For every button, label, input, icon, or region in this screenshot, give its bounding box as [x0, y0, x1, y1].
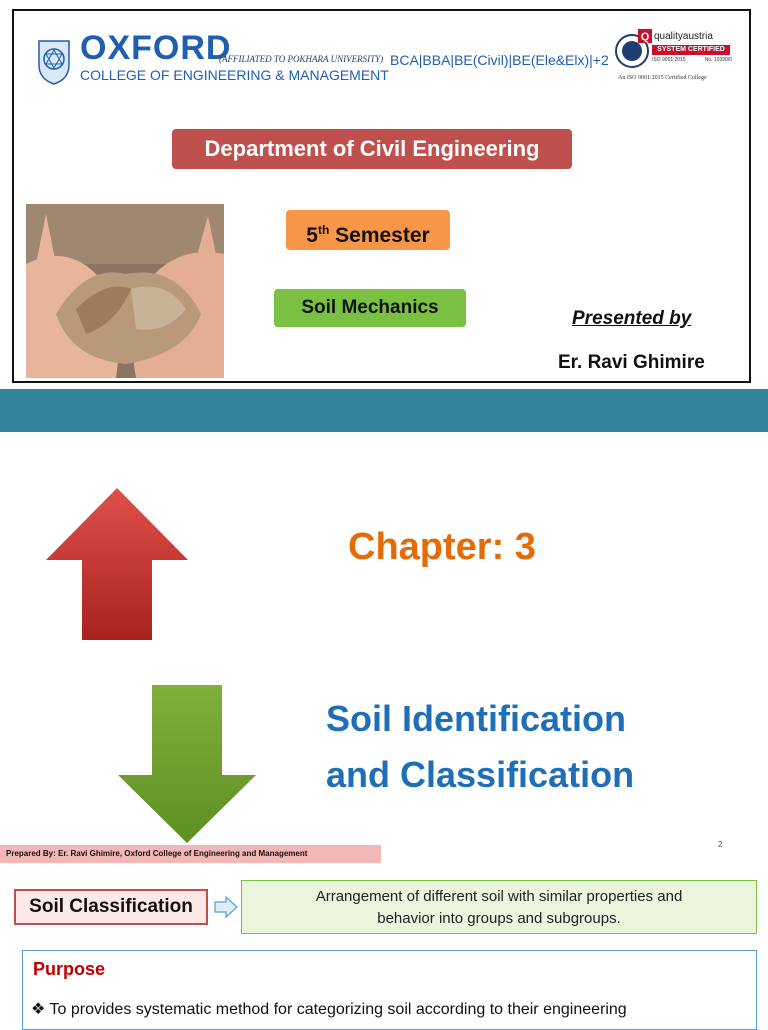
semester-number: 5 [306, 224, 318, 247]
purpose-heading: Purpose [33, 959, 106, 979]
department-banner: Department of Civil Engineering [172, 129, 572, 169]
title-slide [12, 9, 751, 383]
iso-row [652, 57, 732, 63]
semester-suffix: th [317, 223, 330, 237]
term-box: Soil Classification [14, 889, 208, 925]
page-number: 2 [718, 840, 723, 849]
section-divider-band [0, 389, 768, 432]
semester-badge [286, 210, 450, 250]
presented-by-label: Presented by [572, 308, 692, 329]
definition-box [241, 880, 757, 934]
quality-brand: qualityaustria [654, 31, 713, 42]
definition-line-2: behavior into groups and subgroups. [377, 910, 621, 927]
subject-badge: Soil Mechanics [274, 289, 466, 327]
chapter-heading: Chapter: 3 [348, 526, 536, 568]
prepared-by-footer: Prepared By: Er. Ravi Ghimire, Oxford College of Engineering and Management [0, 845, 381, 863]
affiliation-note: (AFFILIATED TO POKHARA UNIVERSITY) [219, 54, 384, 64]
chapter-title-line1: Soil Identification [326, 698, 627, 739]
definition-line-1: Arrangement of different soil with similar properties and [315, 888, 683, 905]
bullet-icon: ❖ [31, 1001, 46, 1018]
right-arrow-icon [214, 896, 238, 918]
iso-code: ISO 9001:2015 [652, 57, 686, 63]
semester-word: Semester [335, 224, 430, 247]
bullet-text: To provides systematic method for categorizing soil according to their engineering [49, 1001, 627, 1018]
cert-number: No. 10390/0 [704, 57, 732, 63]
up-arrow-icon [44, 488, 190, 642]
chapter-title-line2: and Classification [326, 754, 635, 795]
iso-caption: An ISO 9001:2015 Certified College [618, 75, 707, 81]
down-arrow-icon [116, 685, 258, 845]
svg-text:Q: Q [640, 31, 650, 43]
purpose-box [22, 950, 757, 1030]
system-certified-label: SYSTEM CERTIFIED [652, 45, 730, 55]
college-logo-text: OXFORD [80, 29, 232, 67]
author-name: Er. Ravi Ghimire [558, 352, 705, 373]
college-name: COLLEGE OF ENGINEERING & MANAGEMENT [80, 67, 389, 83]
purpose-bullet [31, 999, 753, 1019]
quality-austria-icon [614, 29, 654, 69]
soil-in-hands-image [26, 204, 224, 378]
college-emblem-icon [36, 37, 72, 85]
programs-list: BCA|BBA|BE(Civil)|BE(Ele&Elx)|+2 [390, 52, 609, 68]
